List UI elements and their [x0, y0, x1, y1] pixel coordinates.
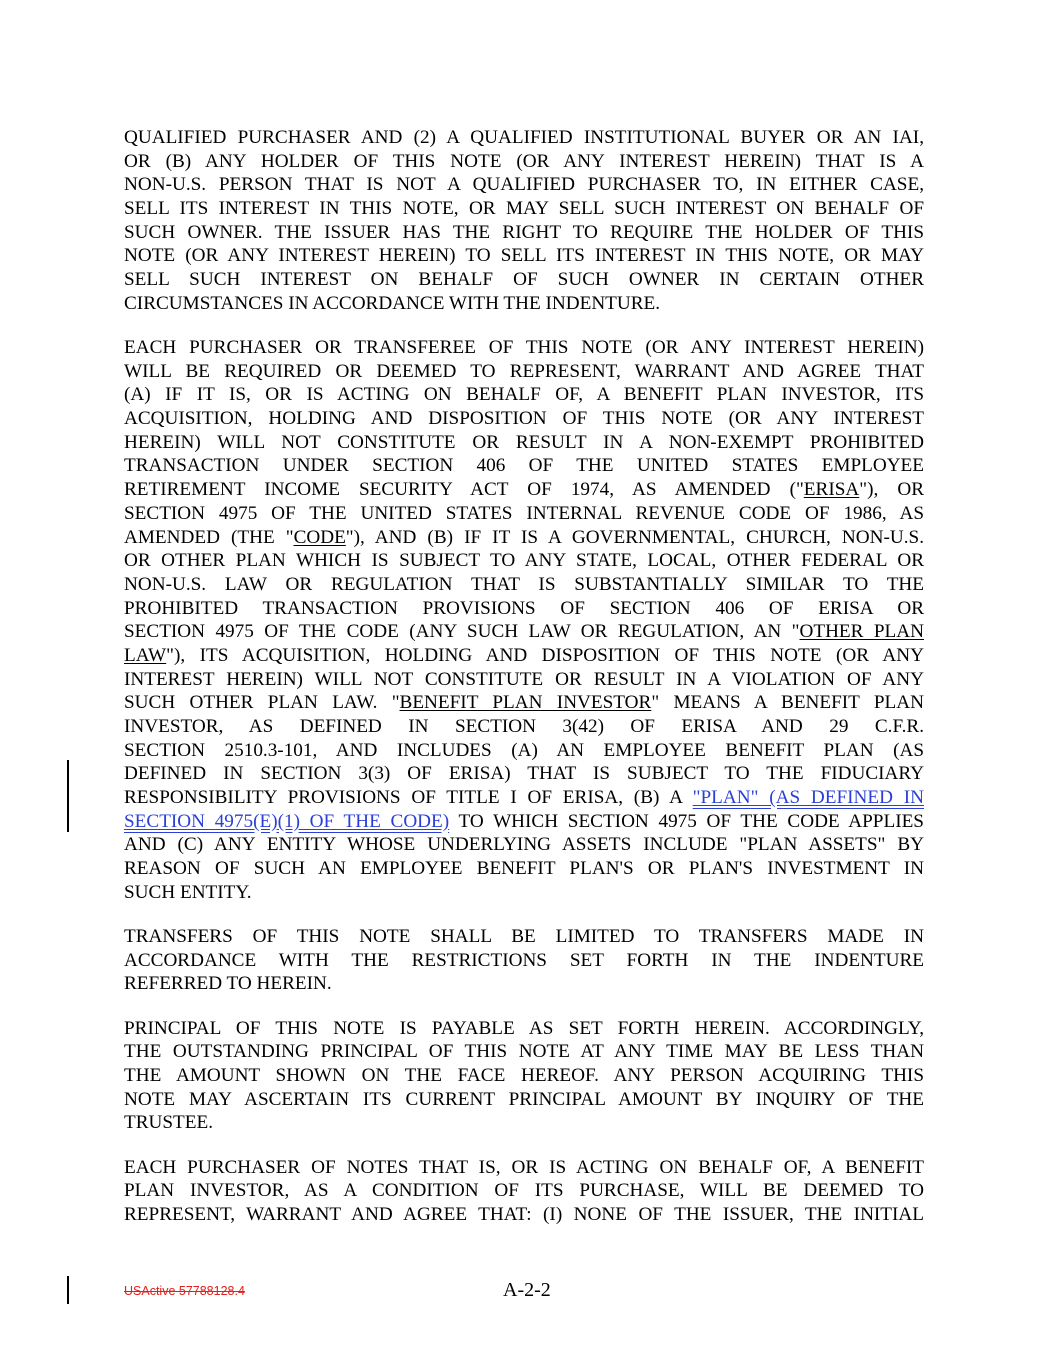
text-line: EACH PURCHASER OR TRANSFEREE OF THIS NOTE (OR ANY INTEREST HEREIN): [124, 337, 924, 358]
text-line: PROHIBITED TRANSACTION PROVISIONS OF SECTION 406 OF ERISA OR: [124, 597, 924, 619]
text-segment: AMENDED (THE ": [124, 526, 294, 548]
text-segment: RETIREMENT INCOME SECURITY ACT OF 1974, AS AMENDED (": [124, 479, 804, 501]
text-line: TRANSACTION UNDER SECTION 406 OF THE UNITED STATES EMPLOYEE: [124, 455, 924, 477]
text-line: EACH PURCHASER OF NOTES THAT IS, OR IS ACTING ON BEHALF OF, A BENEFIT: [124, 1156, 924, 1178]
page-number: A-2-2: [503, 1279, 551, 1301]
hyperlink[interactable]: SECTION 4975(E)(1) OF THE CODE): [124, 810, 450, 832]
text-line: TRUSTEE.: [124, 1112, 214, 1134]
text-line: REPRESENT, WARRANT AND AGREE THAT: (I) NONE OF THE ISSUER, THE INITIAL: [124, 1203, 924, 1225]
text-segment: SUCH OTHER PLAN LAW. ": [124, 692, 400, 714]
text-line: TRANSFERS OF THIS NOTE SHALL BE LIMITED TO TRANSFERS MADE IN: [124, 926, 924, 947]
text-segment: "), OR: [859, 479, 924, 501]
defined-term: ERISA: [803, 479, 860, 501]
text-segment: " MEANS A BENEFIT PLAN: [651, 692, 924, 714]
text-line: [124, 526, 924, 550]
text-line: SUCH ENTITY.: [124, 881, 252, 903]
text-line: [124, 478, 924, 502]
text-segment: "), AND (B) IF IT IS A GOVERNMENTAL, CHURCH, NON-U.S.: [345, 526, 924, 548]
text-line: SECTION 2510.3-101, AND INCLUDES (A) AN EMPLOYEE BENEFIT PLAN (AS: [124, 739, 924, 761]
document-body: [124, 126, 924, 1247]
text-line: DEFINED IN SECTION 3(3) OF ERISA) THAT IS SUBJECT TO THE FIDUCIARY: [124, 763, 924, 785]
defined-term: OTHER PLAN: [799, 621, 924, 643]
text-line: OR OTHER PLAN WHICH IS SUBJECT TO ANY STATE, LOCAL, OTHER FEDERAL OR: [124, 550, 924, 572]
text-line: INTEREST HEREIN) WILL NOT CONSTITUTE OR RESULT IN A VIOLATION OF ANY: [124, 668, 924, 690]
text-line: REASON OF SUCH AN EMPLOYEE BENEFIT PLAN'S OR PLAN'S INVESTMENT IN: [124, 858, 924, 880]
hyperlink[interactable]: "PLAN: [692, 787, 751, 809]
text-line: PRINCIPAL OF THIS NOTE IS PAYABLE AS SET FORTH HEREIN. ACCORDINGLY,: [124, 1017, 924, 1039]
text-line: WILL BE REQUIRED OR DEEMED TO REPRESENT, WARRANT AND AGREE THAT: [124, 360, 924, 382]
paragraph: [124, 1017, 924, 1135]
text-line: HEREIN) WILL NOT CONSTITUTE OR RESULT IN A NON-EXEMPT PROHIBITED: [124, 431, 924, 453]
text-line: NOTE (OR ANY INTEREST HEREIN) TO SELL ITS INTEREST IN THIS NOTE, OR MAY: [124, 245, 924, 267]
text-line: [124, 644, 924, 668]
text-segment: SECTION 4975 OF THE CODE (ANY SUCH LAW OR REGULATION, AN ": [124, 621, 800, 643]
defined-term: CODE: [293, 526, 346, 548]
text-line: AND (C) ANY ENTITY WHOSE UNDERLYING ASSETS INCLUDE "PLAN ASSETS" BY: [124, 834, 924, 856]
text-line: [124, 691, 924, 715]
paragraph: [124, 1156, 924, 1227]
text-line: INVESTOR, AS DEFINED IN SECTION 3(42) OF ERISA AND 29 C.F.R.: [124, 716, 924, 737]
text-line: NON-U.S. PERSON THAT IS NOT A QUALIFIED PURCHASER TO, IN EITHER CASE,: [124, 174, 924, 196]
change-bar: [67, 1276, 69, 1304]
text-line: ACQUISITION, HOLDING AND DISPOSITION OF THIS NOTE (OR ANY INTEREST: [124, 408, 924, 430]
text-segment: TO WHICH SECTION 4975 OF THE CODE APPLIES: [449, 810, 924, 832]
text-line: NON-U.S. LAW OR REGULATION THAT IS SUBSTANTIALLY SIMILAR TO THE: [124, 573, 924, 595]
hyperlink[interactable]: " (AS DEFINED IN: [750, 787, 924, 809]
text-line: OR (B) ANY HOLDER OF THIS NOTE (OR ANY INTEREST HEREIN) THAT IS A: [124, 150, 924, 172]
defined-term: LAW: [124, 644, 167, 666]
text-line: NOTE MAY ASCERTAIN ITS CURRENT PRINCIPAL AMOUNT BY INQUIRY OF THE: [124, 1088, 924, 1110]
text-line: CIRCUMSTANCES IN ACCORDANCE WITH THE INDENTURE.: [124, 292, 661, 314]
defined-term: BENEFIT PLAN INVESTOR: [399, 692, 652, 714]
text-line: REFERRED TO HEREIN.: [124, 973, 332, 995]
text-line: THE OUTSTANDING PRINCIPAL OF THIS NOTE AT ANY TIME MAY BE LESS THAN: [124, 1041, 924, 1063]
text-line: [124, 810, 924, 834]
text-line: SELL ITS INTEREST IN THIS NOTE, OR MAY SELL SUCH INTEREST ON BEHALF OF: [124, 198, 924, 220]
text-line: THE AMOUNT SHOWN ON THE FACE HEREOF. ANY PERSON ACQUIRING THIS: [124, 1064, 924, 1086]
change-bar: [67, 760, 69, 832]
text-line: [124, 786, 924, 810]
text-line: (A) IF IT IS, OR IS ACTING ON BEHALF OF, A BENEFIT PLAN INVESTOR, ITS: [124, 384, 924, 406]
paragraph: [124, 126, 924, 316]
text-line: SUCH OWNER. THE ISSUER HAS THE RIGHT TO REQUIRE THE HOLDER OF THIS: [124, 221, 924, 243]
paragraph: [124, 336, 924, 905]
text-segment: "), ITS ACQUISITION, HOLDING AND DISPOSITION OF THIS NOTE (OR ANY: [166, 644, 924, 666]
text-line: PLAN INVESTOR, AS A CONDITION OF ITS PURCHASE, WILL BE DEEMED TO: [124, 1180, 924, 1202]
paragraph: [124, 925, 924, 996]
document-id: USActive 57788128.4: [124, 1284, 245, 1298]
text-line: SECTION 4975 OF THE UNITED STATES INTERNAL REVENUE CODE OF 1986, AS: [124, 502, 924, 524]
text-line: [124, 620, 924, 644]
text-line: SELL SUCH INTEREST ON BEHALF OF SUCH OWNER IN CERTAIN OTHER: [124, 269, 924, 291]
text-line: ACCORDANCE WITH THE RESTRICTIONS SET FORTH IN THE INDENTURE: [124, 949, 924, 971]
text-segment: RESPONSIBILITY PROVISIONS OF TITLE I OF ERISA, (B) A: [124, 787, 693, 809]
text-line: QUALIFIED PURCHASER AND (2) A QUALIFIED INSTITUTIONAL BUYER OR AN IAI,: [124, 127, 924, 148]
